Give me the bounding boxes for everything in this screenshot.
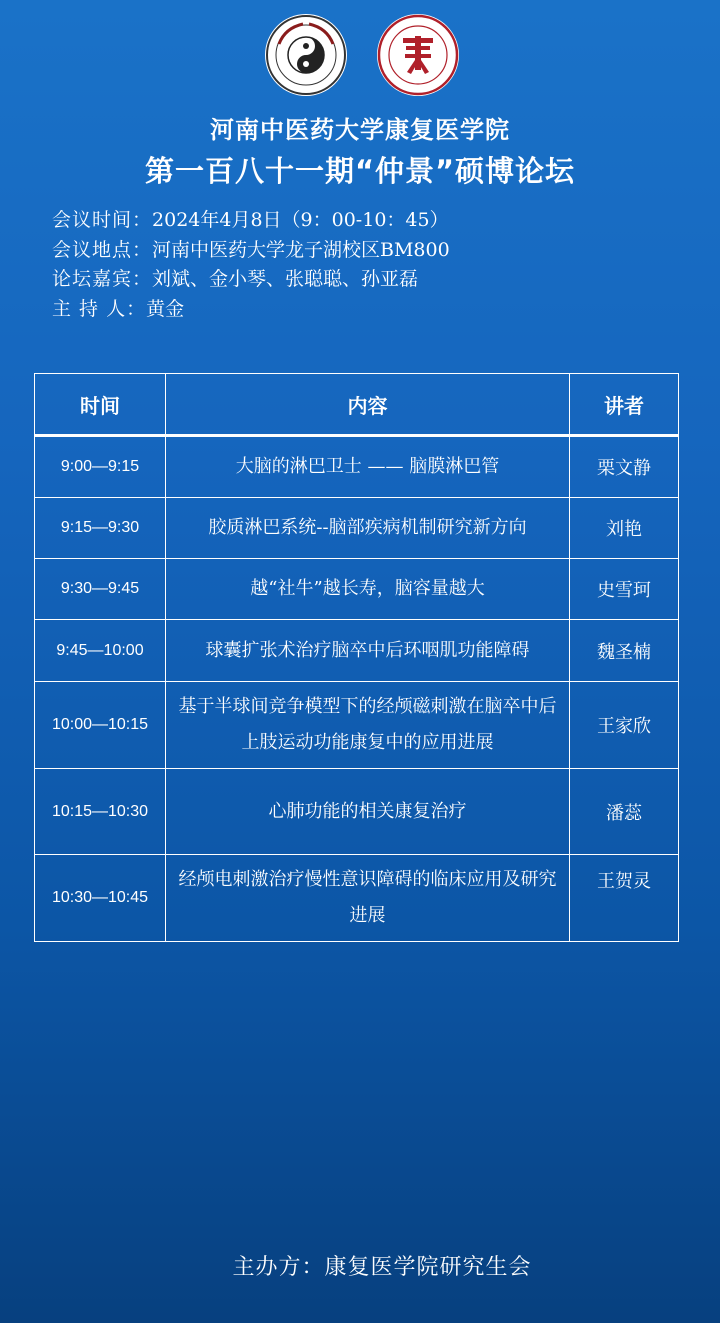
table-row <box>35 558 678 619</box>
header-time: 时间 <box>35 374 166 434</box>
meeting-place-label: 会议地点： <box>52 238 153 261</box>
row-topic: 大脑的淋巴卫士 —— 脑膜淋巴管 <box>166 437 570 497</box>
host-value: 黄金 <box>146 297 185 320</box>
table-row <box>35 497 678 558</box>
rehab-college-logo <box>377 14 459 96</box>
row-time: 10:00—10:15 <box>35 682 166 768</box>
row-topic: 球囊扩张术治疗脑卒中后环咽肌功能障碍 <box>166 620 570 681</box>
meeting-time-label: 会议时间： <box>52 209 153 231</box>
row-speaker: 栗文静 <box>597 458 651 479</box>
table-row <box>35 619 678 681</box>
meeting-time-row <box>52 206 450 236</box>
row-time: 9:00—9:15 <box>35 437 166 497</box>
header-content: 内容 <box>166 374 570 434</box>
table-header <box>35 374 678 437</box>
forum-guests-label: 论坛嘉宾： <box>52 268 153 290</box>
row-topic: 基于半球间竞争模型下的经颅磁刺激在脑卒中后上肢运动功能康复中的应用进展 <box>166 682 570 768</box>
college-title: 河南中医药大学康复医学院 <box>210 116 510 144</box>
meeting-place-row <box>52 236 450 266</box>
meeting-place-value: 河南中医药大学龙子湖校区BM800 <box>152 238 450 261</box>
host-label: 主 持 人： <box>52 297 147 320</box>
row-topic: 胶质淋巴系统--脑部疾病机制研究新方向 <box>166 498 570 558</box>
table-row <box>35 681 678 768</box>
row-topic: 经颅电刺激治疗慢性意识障碍的临床应用及研究进展 <box>166 855 570 941</box>
table-row <box>35 768 678 854</box>
row-time: 9:15—9:30 <box>35 498 166 558</box>
row-speaker: 史雪珂 <box>597 580 651 601</box>
meeting-time-value: 2024年4月8日（9：00-10：45） <box>152 209 449 231</box>
forum-guests-row <box>52 265 450 295</box>
row-speaker: 刘艳 <box>606 519 642 540</box>
header-speaker: 讲者 <box>604 393 644 418</box>
schedule-table <box>34 373 679 942</box>
row-speaker: 王贺灵 <box>597 871 651 892</box>
logo-bar <box>0 14 720 98</box>
table-row <box>35 437 678 497</box>
row-topic: 越“社牛”越长寿，脑容量越大 <box>166 559 570 619</box>
meeting-info <box>52 206 450 324</box>
row-topic: 心肺功能的相关康复治疗 <box>166 769 570 854</box>
host-row <box>52 295 450 325</box>
row-speaker: 潘蕊 <box>606 802 642 824</box>
organizer: 主办方：康复医学院研究生会 <box>232 1255 532 1280</box>
row-time: 10:15—10:30 <box>35 769 166 854</box>
university-logo <box>265 14 347 96</box>
table-row <box>35 854 678 941</box>
row-time: 10:30—10:45 <box>35 855 166 941</box>
forum-title: 第一百八十一期“仲景”硕博论坛 <box>144 154 576 188</box>
row-time: 9:45—10:00 <box>35 620 166 681</box>
row-speaker: 王家欣 <box>597 716 651 737</box>
forum-guests-value: 刘斌、金小琴、张聪聪、孙亚磊 <box>152 268 419 290</box>
row-time: 9:30—9:45 <box>35 559 166 619</box>
row-speaker: 魏圣楠 <box>597 641 651 663</box>
